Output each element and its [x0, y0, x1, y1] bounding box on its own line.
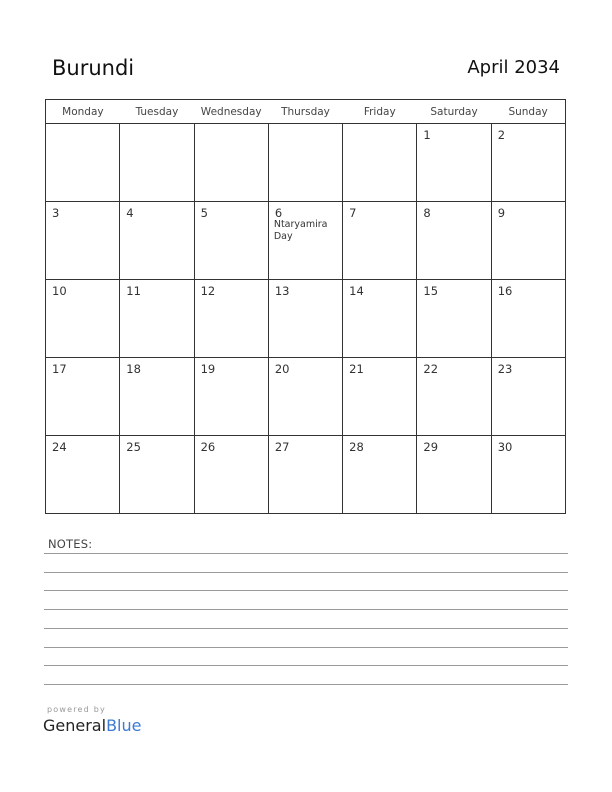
empty-day-cell: [343, 124, 417, 202]
holiday-label: Ntaryamira Day: [273, 219, 328, 242]
day-number: 8: [423, 206, 431, 220]
weekday-monday: Monday: [46, 100, 120, 124]
day-number: 17: [52, 362, 67, 376]
day-number: 30: [497, 440, 513, 454]
notes-label: NOTES:: [48, 537, 93, 551]
day-number: 6: [274, 206, 283, 220]
day-number: 16: [497, 284, 513, 298]
day-number: 15: [423, 284, 439, 298]
day-cell-8[interactable]: [417, 202, 491, 280]
notes-line: [44, 665, 568, 666]
day-cell-17[interactable]: [46, 358, 120, 436]
day-number: 11: [126, 284, 141, 298]
powered-by-text: powered by: [47, 705, 106, 714]
weekday-tuesday: Tuesday: [120, 100, 194, 124]
day-cell-7[interactable]: [343, 202, 417, 280]
day-cell-14[interactable]: [343, 280, 417, 358]
day-number: 24: [52, 440, 67, 454]
day-cell-23[interactable]: [491, 358, 565, 436]
day-number: 2: [497, 128, 506, 142]
day-number: 20: [274, 362, 290, 376]
day-number: 25: [126, 440, 141, 454]
day-cell-1[interactable]: [417, 124, 491, 202]
day-number: 10: [52, 284, 67, 298]
country-title: Burundi: [52, 56, 135, 80]
week-row: [46, 202, 566, 280]
notes-line: [44, 647, 568, 648]
day-cell-4[interactable]: [120, 202, 194, 280]
day-cell-20[interactable]: [268, 358, 342, 436]
day-number: 14: [349, 284, 364, 298]
calendar-body: [46, 124, 566, 514]
notes-line: [44, 628, 568, 629]
weekday-saturday: Saturday: [417, 100, 491, 124]
weekday-header-row: [46, 100, 566, 124]
day-cell-21[interactable]: [343, 358, 417, 436]
calendar-grid: [45, 99, 566, 514]
week-row: [46, 436, 566, 514]
week-row: [46, 124, 566, 202]
day-number: 19: [200, 362, 216, 376]
day-cell-13[interactable]: [268, 280, 342, 358]
day-cell-18[interactable]: [120, 358, 194, 436]
day-cell-12[interactable]: [194, 280, 268, 358]
day-cell-19[interactable]: [194, 358, 268, 436]
weekday-thursday: Thursday: [268, 100, 342, 124]
empty-day-cell: [268, 124, 342, 202]
day-number: 27: [274, 440, 290, 454]
day-number: 21: [349, 362, 364, 376]
weekday-wednesday: Wednesday: [194, 100, 268, 124]
day-cell-16[interactable]: [491, 280, 565, 358]
week-row: [46, 358, 566, 436]
day-cell-5[interactable]: [194, 202, 268, 280]
notes-line: [44, 609, 568, 610]
brand-part1: General: [43, 716, 107, 735]
day-cell-3[interactable]: [46, 202, 120, 280]
day-number: 26: [200, 440, 216, 454]
day-number: 4: [126, 206, 134, 220]
day-number: 5: [200, 206, 208, 220]
day-cell-28[interactable]: [343, 436, 417, 514]
day-cell-10[interactable]: [46, 280, 120, 358]
day-cell-27[interactable]: [268, 436, 342, 514]
day-number: 9: [497, 206, 506, 220]
day-number: 18: [126, 362, 141, 376]
day-cell-6[interactable]: [268, 202, 342, 280]
day-cell-29[interactable]: [417, 436, 491, 514]
day-cell-22[interactable]: [417, 358, 491, 436]
day-number: 3: [52, 206, 60, 220]
day-cell-9[interactable]: [491, 202, 565, 280]
day-number: 23: [497, 362, 513, 376]
empty-day-cell: [194, 124, 268, 202]
notes-line: [44, 590, 568, 591]
day-cell-24[interactable]: [46, 436, 120, 514]
day-cell-11[interactable]: [120, 280, 194, 358]
day-cell-25[interactable]: [120, 436, 194, 514]
day-number: 12: [200, 284, 216, 298]
notes-line: [44, 553, 568, 554]
day-number: 29: [423, 440, 439, 454]
weekday-friday: Friday: [343, 100, 417, 124]
empty-day-cell: [120, 124, 194, 202]
month-year-title: April 2034: [467, 57, 560, 78]
day-number: 28: [349, 440, 364, 454]
day-cell-26[interactable]: [194, 436, 268, 514]
notes-line: [44, 684, 568, 685]
day-number: 1: [423, 128, 431, 142]
day-cell-15[interactable]: [417, 280, 491, 358]
day-number: 13: [274, 284, 290, 298]
day-number: 7: [349, 206, 357, 220]
generalblue-logo[interactable]: [43, 716, 141, 735]
empty-day-cell: [46, 124, 120, 202]
day-cell-2[interactable]: [491, 124, 565, 202]
weekday-sunday: Sunday: [491, 100, 565, 124]
notes-line: [44, 572, 568, 573]
day-number: 22: [423, 362, 439, 376]
week-row: [46, 280, 566, 358]
brand-part2: Blue: [106, 716, 142, 735]
day-cell-30[interactable]: [491, 436, 565, 514]
